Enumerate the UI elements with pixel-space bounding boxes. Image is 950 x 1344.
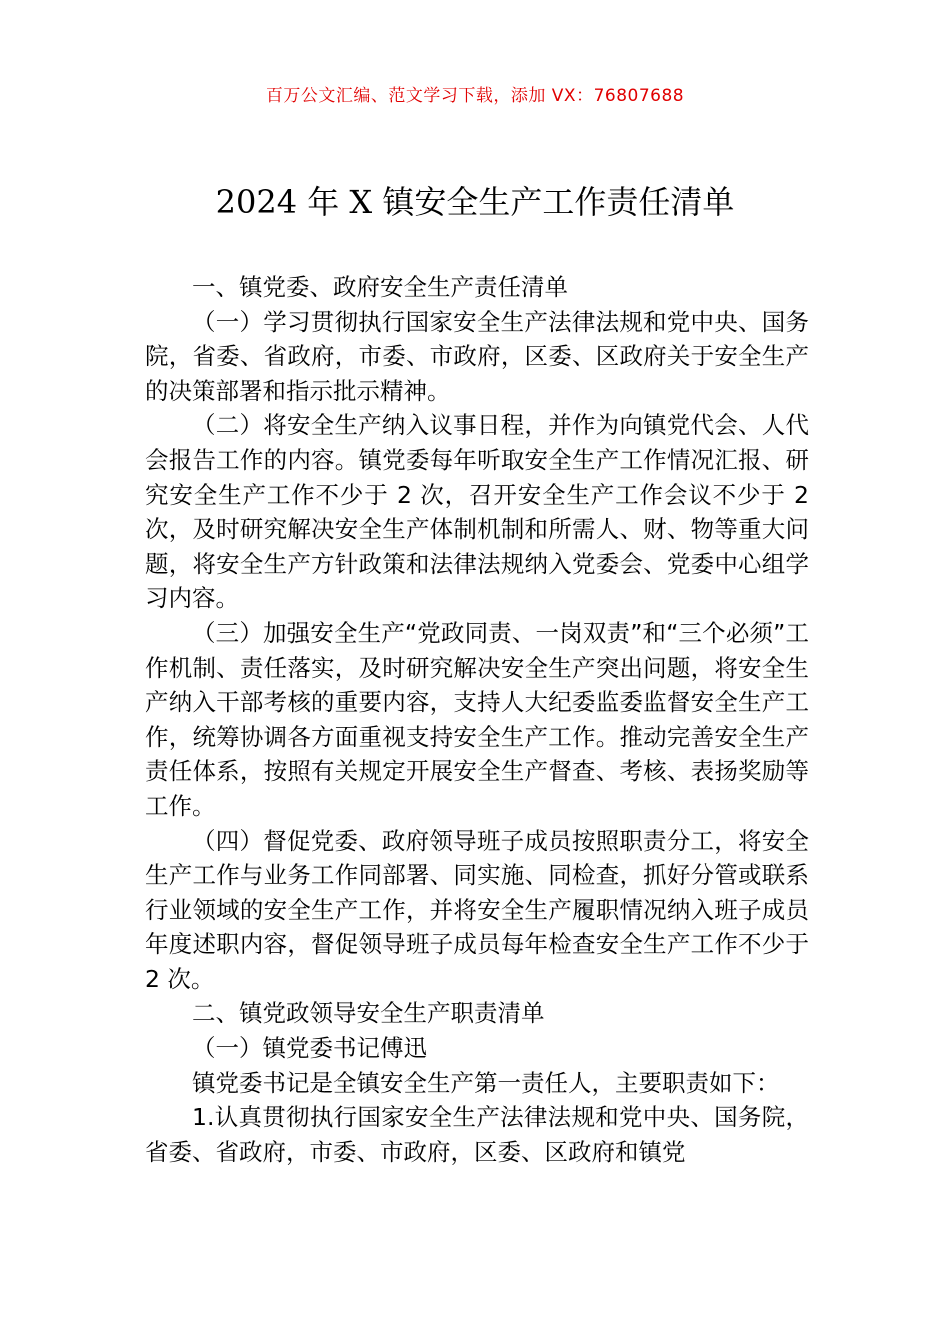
- paragraph-1-2: （二）将安全生产纳入议事日程，并作为向镇党代会、人代会报告工作的内容。镇党委每年听取安全生产工作情况汇报、研究安全生产工作不少于 2 次，召开安全生产工作会议不少于 2 次，及时研究解决安全生产体制机制和所需人、财、物等重大问题，将安全生产方针政策和法律法规纳入党委会、党委中心组学习内容。: [145, 411, 809, 613]
- document-body: [145, 270, 809, 1169]
- paragraph-1-4: （四）督促党委、政府领导班子成员按照职责分工，将安全生产工作与业务工作同部署、同实施、同检查，抓好分管或联系行业领域的安全生产工作，并将安全生产履职情况纳入班子成员年度述职内容，督促领导班子成员每年检查安全生产工作不少于 2 次。: [145, 826, 809, 993]
- subheading-2-1: （一）镇党委书记傅迅: [192, 1034, 427, 1063]
- paragraph-1-3: （三）加强安全生产“党政同责、一岗双责”和“三个必须”工作机制、责任落实，及时研究解决安全生产突出问题，将安全生产纳入干部考核的重要内容，支持人大纪委监委监督安全生产工作，统筹协调各方面重视支持安全生产工作。推动完善安全生产责任体系，按照有关规定开展安全生产督查、考核、表扬奖励等工作。: [145, 618, 809, 820]
- paragraph-2-1-intro: 镇党委书记是全镇安全生产第一责任人，主要职责如下：: [192, 1068, 780, 1097]
- document-title: 2024 年 X 镇安全生产工作责任清单: [215, 183, 735, 221]
- section-heading-2: 二、镇党政领导安全生产职责清单: [192, 999, 545, 1028]
- paragraph-1-1: （一）学习贯彻执行国家安全生产法律法规和党中央、国务院，省委、省政府，市委、市政府，区委、区政府关于安全生产的决策部署和指示批示精神。: [145, 307, 809, 405]
- section-heading-1: 一、镇党委、政府安全生产责任清单: [192, 273, 568, 301]
- header-note: 百万公文汇编、范文学习下载，添加 VX：76807688: [265, 86, 685, 106]
- paragraph-2-1-item1: 1.认真贯彻执行国家安全生产法律法规和党中央、国务院，省委、省政府，市委、市政府，区委、区政府和镇党: [145, 1103, 809, 1166]
